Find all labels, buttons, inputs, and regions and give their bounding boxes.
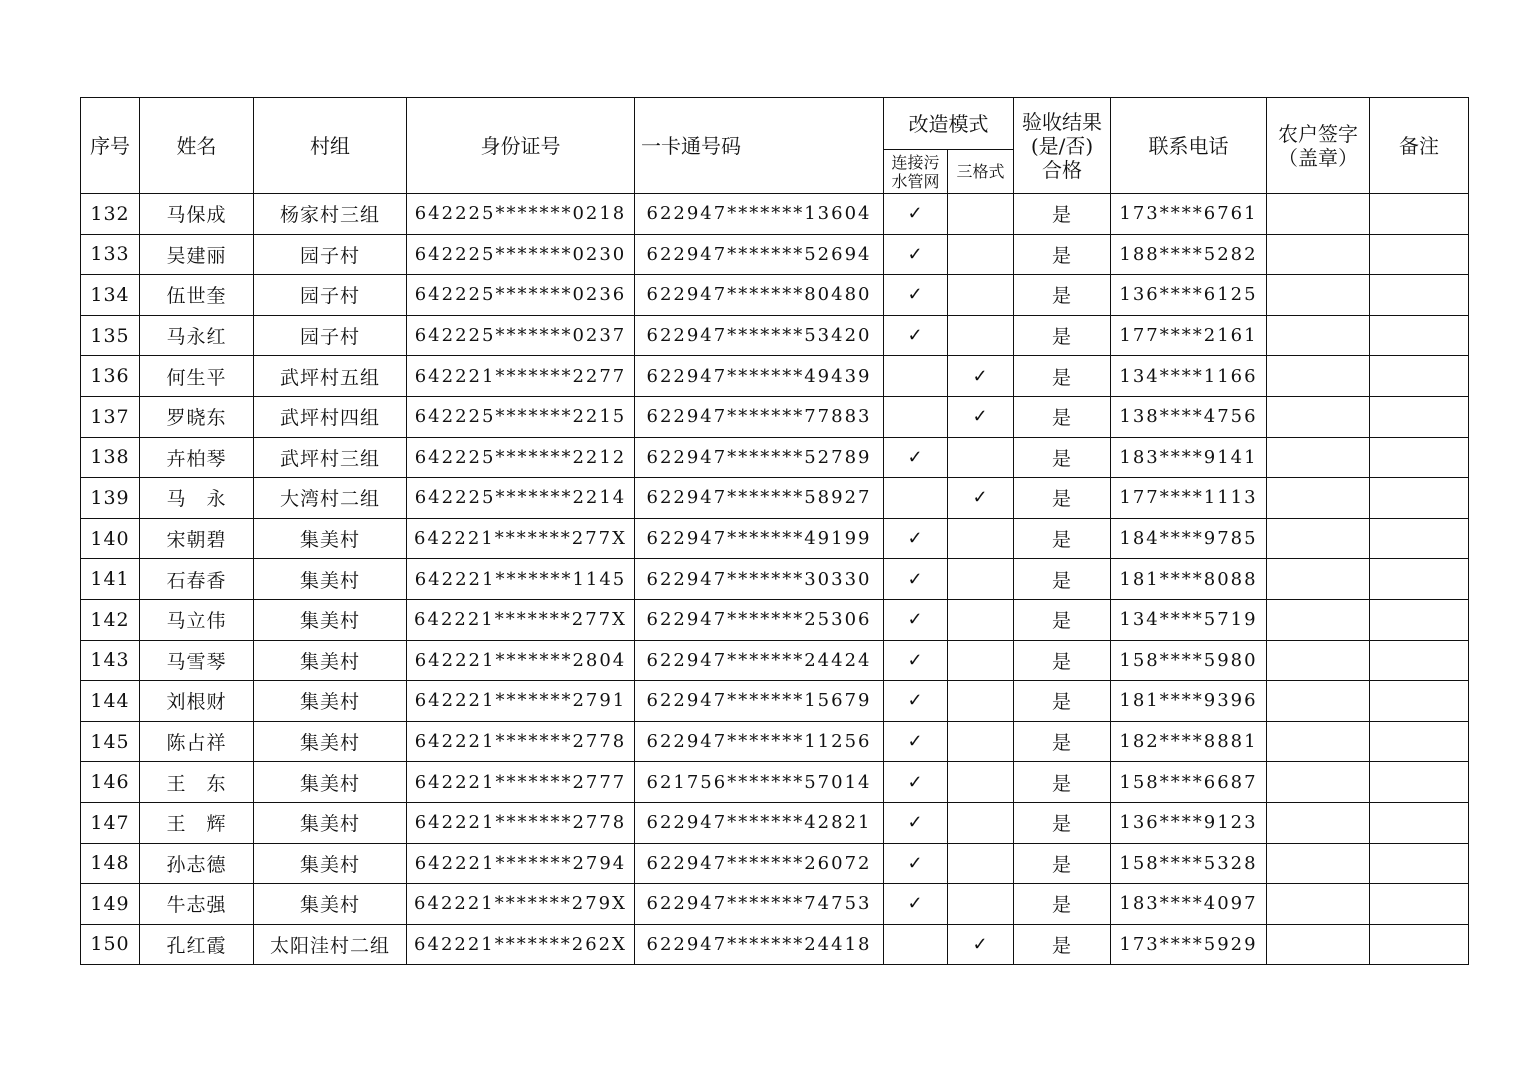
cell-remark [1370, 681, 1469, 722]
cell-village: 集美村 [254, 518, 407, 559]
cell-sign [1267, 681, 1370, 722]
cell-id-number: 642221*******277X [407, 599, 635, 640]
cell-card-number: 621756*******57014 [635, 762, 884, 803]
cell-phone: 134****1166 [1111, 356, 1267, 397]
cell-card-number: 622947*******74753 [635, 884, 884, 925]
cell-id-number: 642225*******0218 [407, 194, 635, 235]
table-row [81, 559, 1469, 600]
cell-mode-pipe [884, 396, 948, 437]
cell-remark [1370, 559, 1469, 600]
cell-result: 是 [1014, 721, 1111, 762]
cell-name: 罗晓东 [140, 396, 254, 437]
cell-name: 宋朝碧 [140, 518, 254, 559]
cell-village: 武坪村四组 [254, 396, 407, 437]
cell-phone: 138****4756 [1111, 396, 1267, 437]
cell-village: 太阳洼村二组 [254, 924, 407, 965]
cell-phone: 184****9785 [1111, 518, 1267, 559]
cell-result: 是 [1014, 437, 1111, 478]
cell-remark [1370, 640, 1469, 681]
cell-seq: 139 [81, 478, 140, 519]
cell-name: 马雪琴 [140, 640, 254, 681]
cell-sign [1267, 721, 1370, 762]
cell-remark [1370, 843, 1469, 884]
cell-id-number: 642221*******262X [407, 924, 635, 965]
cell-mode-three: ✓ [948, 356, 1014, 397]
cell-id-number: 642225*******2214 [407, 478, 635, 519]
cell-mode-pipe: ✓ [884, 559, 948, 600]
header-seq: 序号 [81, 98, 140, 194]
cell-mode-three [948, 640, 1014, 681]
cell-card-number: 622947*******52694 [635, 234, 884, 275]
cell-seq: 142 [81, 599, 140, 640]
header-mode-pipe-line2: 水管网 [891, 171, 940, 191]
cell-card-number: 622947*******13604 [635, 194, 884, 235]
table-header [81, 98, 1469, 194]
cell-phone: 181****8088 [1111, 559, 1267, 600]
cell-phone: 158****5980 [1111, 640, 1267, 681]
cell-result: 是 [1014, 559, 1111, 600]
cell-remark [1370, 234, 1469, 275]
cell-seq: 138 [81, 437, 140, 478]
cell-village: 武坪村三组 [254, 437, 407, 478]
cell-sign [1267, 640, 1370, 681]
cell-seq: 148 [81, 843, 140, 884]
header-phone: 联系电话 [1111, 98, 1267, 194]
table-row [81, 478, 1469, 519]
cell-remark [1370, 762, 1469, 803]
cell-id-number: 642225*******0237 [407, 315, 635, 356]
cell-name: 卉柏琴 [140, 437, 254, 478]
cell-village: 集美村 [254, 721, 407, 762]
cell-name: 吴建丽 [140, 234, 254, 275]
cell-remark [1370, 194, 1469, 235]
header-mode-three: 三格式 [948, 150, 1014, 194]
cell-village: 集美村 [254, 640, 407, 681]
cell-phone: 136****6125 [1111, 275, 1267, 316]
cell-sign [1267, 234, 1370, 275]
table-row [81, 194, 1469, 235]
table-row [81, 640, 1469, 681]
cell-mode-three [948, 721, 1014, 762]
cell-sign [1267, 396, 1370, 437]
cell-id-number: 642221*******2794 [407, 843, 635, 884]
header-name: 姓名 [140, 98, 254, 194]
cell-remark [1370, 478, 1469, 519]
cell-card-number: 622947*******15679 [635, 681, 884, 722]
cell-seq: 132 [81, 194, 140, 235]
cell-mode-pipe [884, 356, 948, 397]
cell-village: 园子村 [254, 275, 407, 316]
cell-card-number: 622947*******25306 [635, 599, 884, 640]
cell-id-number: 642221*******2804 [407, 640, 635, 681]
header-sign-line1: 农户签字 [1278, 121, 1358, 146]
cell-id-number: 642225*******0230 [407, 234, 635, 275]
table-body [81, 194, 1469, 965]
cell-mode-three [948, 437, 1014, 478]
cell-phone: 134****5719 [1111, 599, 1267, 640]
cell-phone: 177****2161 [1111, 315, 1267, 356]
cell-sign [1267, 356, 1370, 397]
cell-mode-pipe [884, 924, 948, 965]
cell-sign [1267, 802, 1370, 843]
header-id-number: 身份证号 [407, 98, 635, 194]
cell-id-number: 642225*******0236 [407, 275, 635, 316]
cell-result: 是 [1014, 478, 1111, 519]
cell-mode-pipe: ✓ [884, 640, 948, 681]
cell-result: 是 [1014, 762, 1111, 803]
cell-card-number: 622947*******53420 [635, 315, 884, 356]
header-result-line3: 合格 [1042, 157, 1082, 182]
header-sign-line2: （盖章） [1278, 145, 1358, 170]
cell-name: 王 东 [140, 762, 254, 803]
cell-id-number: 642225*******2212 [407, 437, 635, 478]
cell-id-number: 642221*******2778 [407, 721, 635, 762]
cell-village: 园子村 [254, 234, 407, 275]
cell-sign [1267, 559, 1370, 600]
cell-phone: 181****9396 [1111, 681, 1267, 722]
cell-seq: 146 [81, 762, 140, 803]
cell-sign [1267, 315, 1370, 356]
table-row [81, 802, 1469, 843]
cell-mode-pipe: ✓ [884, 275, 948, 316]
cell-remark [1370, 437, 1469, 478]
header-result [1014, 98, 1111, 194]
cell-name: 马立伟 [140, 599, 254, 640]
cell-remark [1370, 356, 1469, 397]
cell-id-number: 642221*******2277 [407, 356, 635, 397]
cell-remark [1370, 599, 1469, 640]
cell-remark [1370, 721, 1469, 762]
header-mode-pipe [884, 150, 948, 194]
table-row [81, 599, 1469, 640]
cell-remark [1370, 924, 1469, 965]
cell-village: 集美村 [254, 681, 407, 722]
cell-result: 是 [1014, 802, 1111, 843]
cell-mode-pipe: ✓ [884, 437, 948, 478]
cell-sign [1267, 884, 1370, 925]
cell-card-number: 622947*******58927 [635, 478, 884, 519]
table-row [81, 884, 1469, 925]
cell-result: 是 [1014, 275, 1111, 316]
cell-seq: 144 [81, 681, 140, 722]
header-mode: 改造模式 [884, 98, 1014, 150]
cell-result: 是 [1014, 843, 1111, 884]
cell-village: 集美村 [254, 843, 407, 884]
table-row [81, 275, 1469, 316]
cell-card-number: 622947*******24418 [635, 924, 884, 965]
cell-seq: 141 [81, 559, 140, 600]
table-row [81, 518, 1469, 559]
cell-mode-pipe: ✓ [884, 721, 948, 762]
cell-phone: 183****4097 [1111, 884, 1267, 925]
cell-seq: 135 [81, 315, 140, 356]
cell-sign [1267, 437, 1370, 478]
cell-sign [1267, 194, 1370, 235]
cell-mode-three [948, 518, 1014, 559]
cell-card-number: 622947*******11256 [635, 721, 884, 762]
cell-card-number: 622947*******77883 [635, 396, 884, 437]
table-row [81, 843, 1469, 884]
header-remark: 备注 [1370, 98, 1469, 194]
cell-name: 孙志德 [140, 843, 254, 884]
cell-seq: 150 [81, 924, 140, 965]
table-row [81, 721, 1469, 762]
table-row [81, 315, 1469, 356]
cell-seq: 147 [81, 802, 140, 843]
cell-card-number: 622947*******52789 [635, 437, 884, 478]
cell-mode-pipe: ✓ [884, 884, 948, 925]
table-row [81, 234, 1469, 275]
table-row [81, 681, 1469, 722]
cell-village: 集美村 [254, 884, 407, 925]
cell-result: 是 [1014, 924, 1111, 965]
cell-mode-three: ✓ [948, 396, 1014, 437]
cell-sign [1267, 762, 1370, 803]
cell-card-number: 622947*******80480 [635, 275, 884, 316]
cell-name: 刘根财 [140, 681, 254, 722]
table-row [81, 437, 1469, 478]
cell-remark [1370, 518, 1469, 559]
cell-mode-three [948, 234, 1014, 275]
cell-mode-three [948, 559, 1014, 600]
cell-result: 是 [1014, 599, 1111, 640]
cell-village: 杨家村三组 [254, 194, 407, 235]
cell-name: 伍世奎 [140, 275, 254, 316]
cell-phone: 158****6687 [1111, 762, 1267, 803]
cell-result: 是 [1014, 884, 1111, 925]
cell-seq: 136 [81, 356, 140, 397]
cell-card-number: 622947*******30330 [635, 559, 884, 600]
cell-mode-pipe: ✓ [884, 234, 948, 275]
cell-mode-three [948, 843, 1014, 884]
cell-mode-pipe: ✓ [884, 681, 948, 722]
cell-mode-three [948, 599, 1014, 640]
cell-result: 是 [1014, 396, 1111, 437]
table-row [81, 356, 1469, 397]
cell-mode-three [948, 681, 1014, 722]
cell-seq: 134 [81, 275, 140, 316]
cell-result: 是 [1014, 518, 1111, 559]
table-row [81, 924, 1469, 965]
cell-mode-three [948, 194, 1014, 235]
cell-mode-pipe: ✓ [884, 599, 948, 640]
cell-mode-pipe [884, 478, 948, 519]
cell-result: 是 [1014, 681, 1111, 722]
cell-phone: 182****8881 [1111, 721, 1267, 762]
cell-id-number: 642225*******2215 [407, 396, 635, 437]
cell-card-number: 622947*******49199 [635, 518, 884, 559]
cell-remark [1370, 884, 1469, 925]
cell-mode-three [948, 884, 1014, 925]
cell-seq: 145 [81, 721, 140, 762]
cell-remark [1370, 275, 1469, 316]
cell-sign [1267, 518, 1370, 559]
cell-village: 园子村 [254, 315, 407, 356]
cell-id-number: 642221*******2778 [407, 802, 635, 843]
cell-phone: 173****5929 [1111, 924, 1267, 965]
cell-card-number: 622947*******42821 [635, 802, 884, 843]
cell-result: 是 [1014, 640, 1111, 681]
cell-phone: 183****9141 [1111, 437, 1267, 478]
cell-mode-three [948, 802, 1014, 843]
cell-mode-three [948, 315, 1014, 356]
acceptance-table [80, 97, 1469, 965]
cell-mode-pipe: ✓ [884, 315, 948, 356]
cell-mode-pipe: ✓ [884, 802, 948, 843]
cell-id-number: 642221*******2777 [407, 762, 635, 803]
cell-village: 大湾村二组 [254, 478, 407, 519]
cell-phone: 173****6761 [1111, 194, 1267, 235]
cell-result: 是 [1014, 315, 1111, 356]
cell-sign [1267, 275, 1370, 316]
header-sign [1267, 98, 1370, 194]
cell-sign [1267, 599, 1370, 640]
cell-remark [1370, 396, 1469, 437]
cell-id-number: 642221*******2791 [407, 681, 635, 722]
cell-village: 武坪村五组 [254, 356, 407, 397]
cell-phone: 188****5282 [1111, 234, 1267, 275]
cell-mode-pipe: ✓ [884, 762, 948, 803]
cell-name: 马 永 [140, 478, 254, 519]
cell-mode-three [948, 762, 1014, 803]
cell-id-number: 642221*******1145 [407, 559, 635, 600]
cell-mode-three: ✓ [948, 478, 1014, 519]
header-result-line1: 验收结果 [1022, 109, 1102, 134]
cell-village: 集美村 [254, 802, 407, 843]
table-row [81, 762, 1469, 803]
cell-name: 马永红 [140, 315, 254, 356]
cell-name: 石春香 [140, 559, 254, 600]
table-row [81, 396, 1469, 437]
header-result-line2: (是/否) [1030, 133, 1094, 158]
cell-phone: 136****9123 [1111, 802, 1267, 843]
cell-mode-pipe: ✓ [884, 518, 948, 559]
cell-card-number: 622947*******24424 [635, 640, 884, 681]
cell-result: 是 [1014, 194, 1111, 235]
cell-name: 陈占祥 [140, 721, 254, 762]
cell-village: 集美村 [254, 559, 407, 600]
cell-card-number: 622947*******49439 [635, 356, 884, 397]
cell-name: 王 辉 [140, 802, 254, 843]
cell-phone: 177****1113 [1111, 478, 1267, 519]
cell-village: 集美村 [254, 762, 407, 803]
cell-sign [1267, 924, 1370, 965]
cell-mode-three [948, 275, 1014, 316]
cell-id-number: 642221*******279X [407, 884, 635, 925]
cell-id-number: 642221*******277X [407, 518, 635, 559]
cell-name: 马保成 [140, 194, 254, 235]
cell-result: 是 [1014, 356, 1111, 397]
cell-name: 孔红霞 [140, 924, 254, 965]
cell-seq: 133 [81, 234, 140, 275]
cell-mode-pipe: ✓ [884, 194, 948, 235]
cell-seq: 143 [81, 640, 140, 681]
cell-seq: 140 [81, 518, 140, 559]
header-mode-pipe-line1: 连接污 [891, 152, 940, 172]
cell-card-number: 622947*******26072 [635, 843, 884, 884]
cell-sign [1267, 478, 1370, 519]
cell-mode-pipe: ✓ [884, 843, 948, 884]
cell-name: 何生平 [140, 356, 254, 397]
cell-seq: 137 [81, 396, 140, 437]
cell-mode-three: ✓ [948, 924, 1014, 965]
cell-remark [1370, 315, 1469, 356]
cell-remark [1370, 802, 1469, 843]
cell-sign [1267, 843, 1370, 884]
cell-village: 集美村 [254, 599, 407, 640]
header-village: 村组 [254, 98, 407, 194]
cell-result: 是 [1014, 234, 1111, 275]
cell-seq: 149 [81, 884, 140, 925]
cell-phone: 158****5328 [1111, 843, 1267, 884]
cell-name: 牛志强 [140, 884, 254, 925]
header-card-number: 一卡通号码 [635, 98, 884, 194]
